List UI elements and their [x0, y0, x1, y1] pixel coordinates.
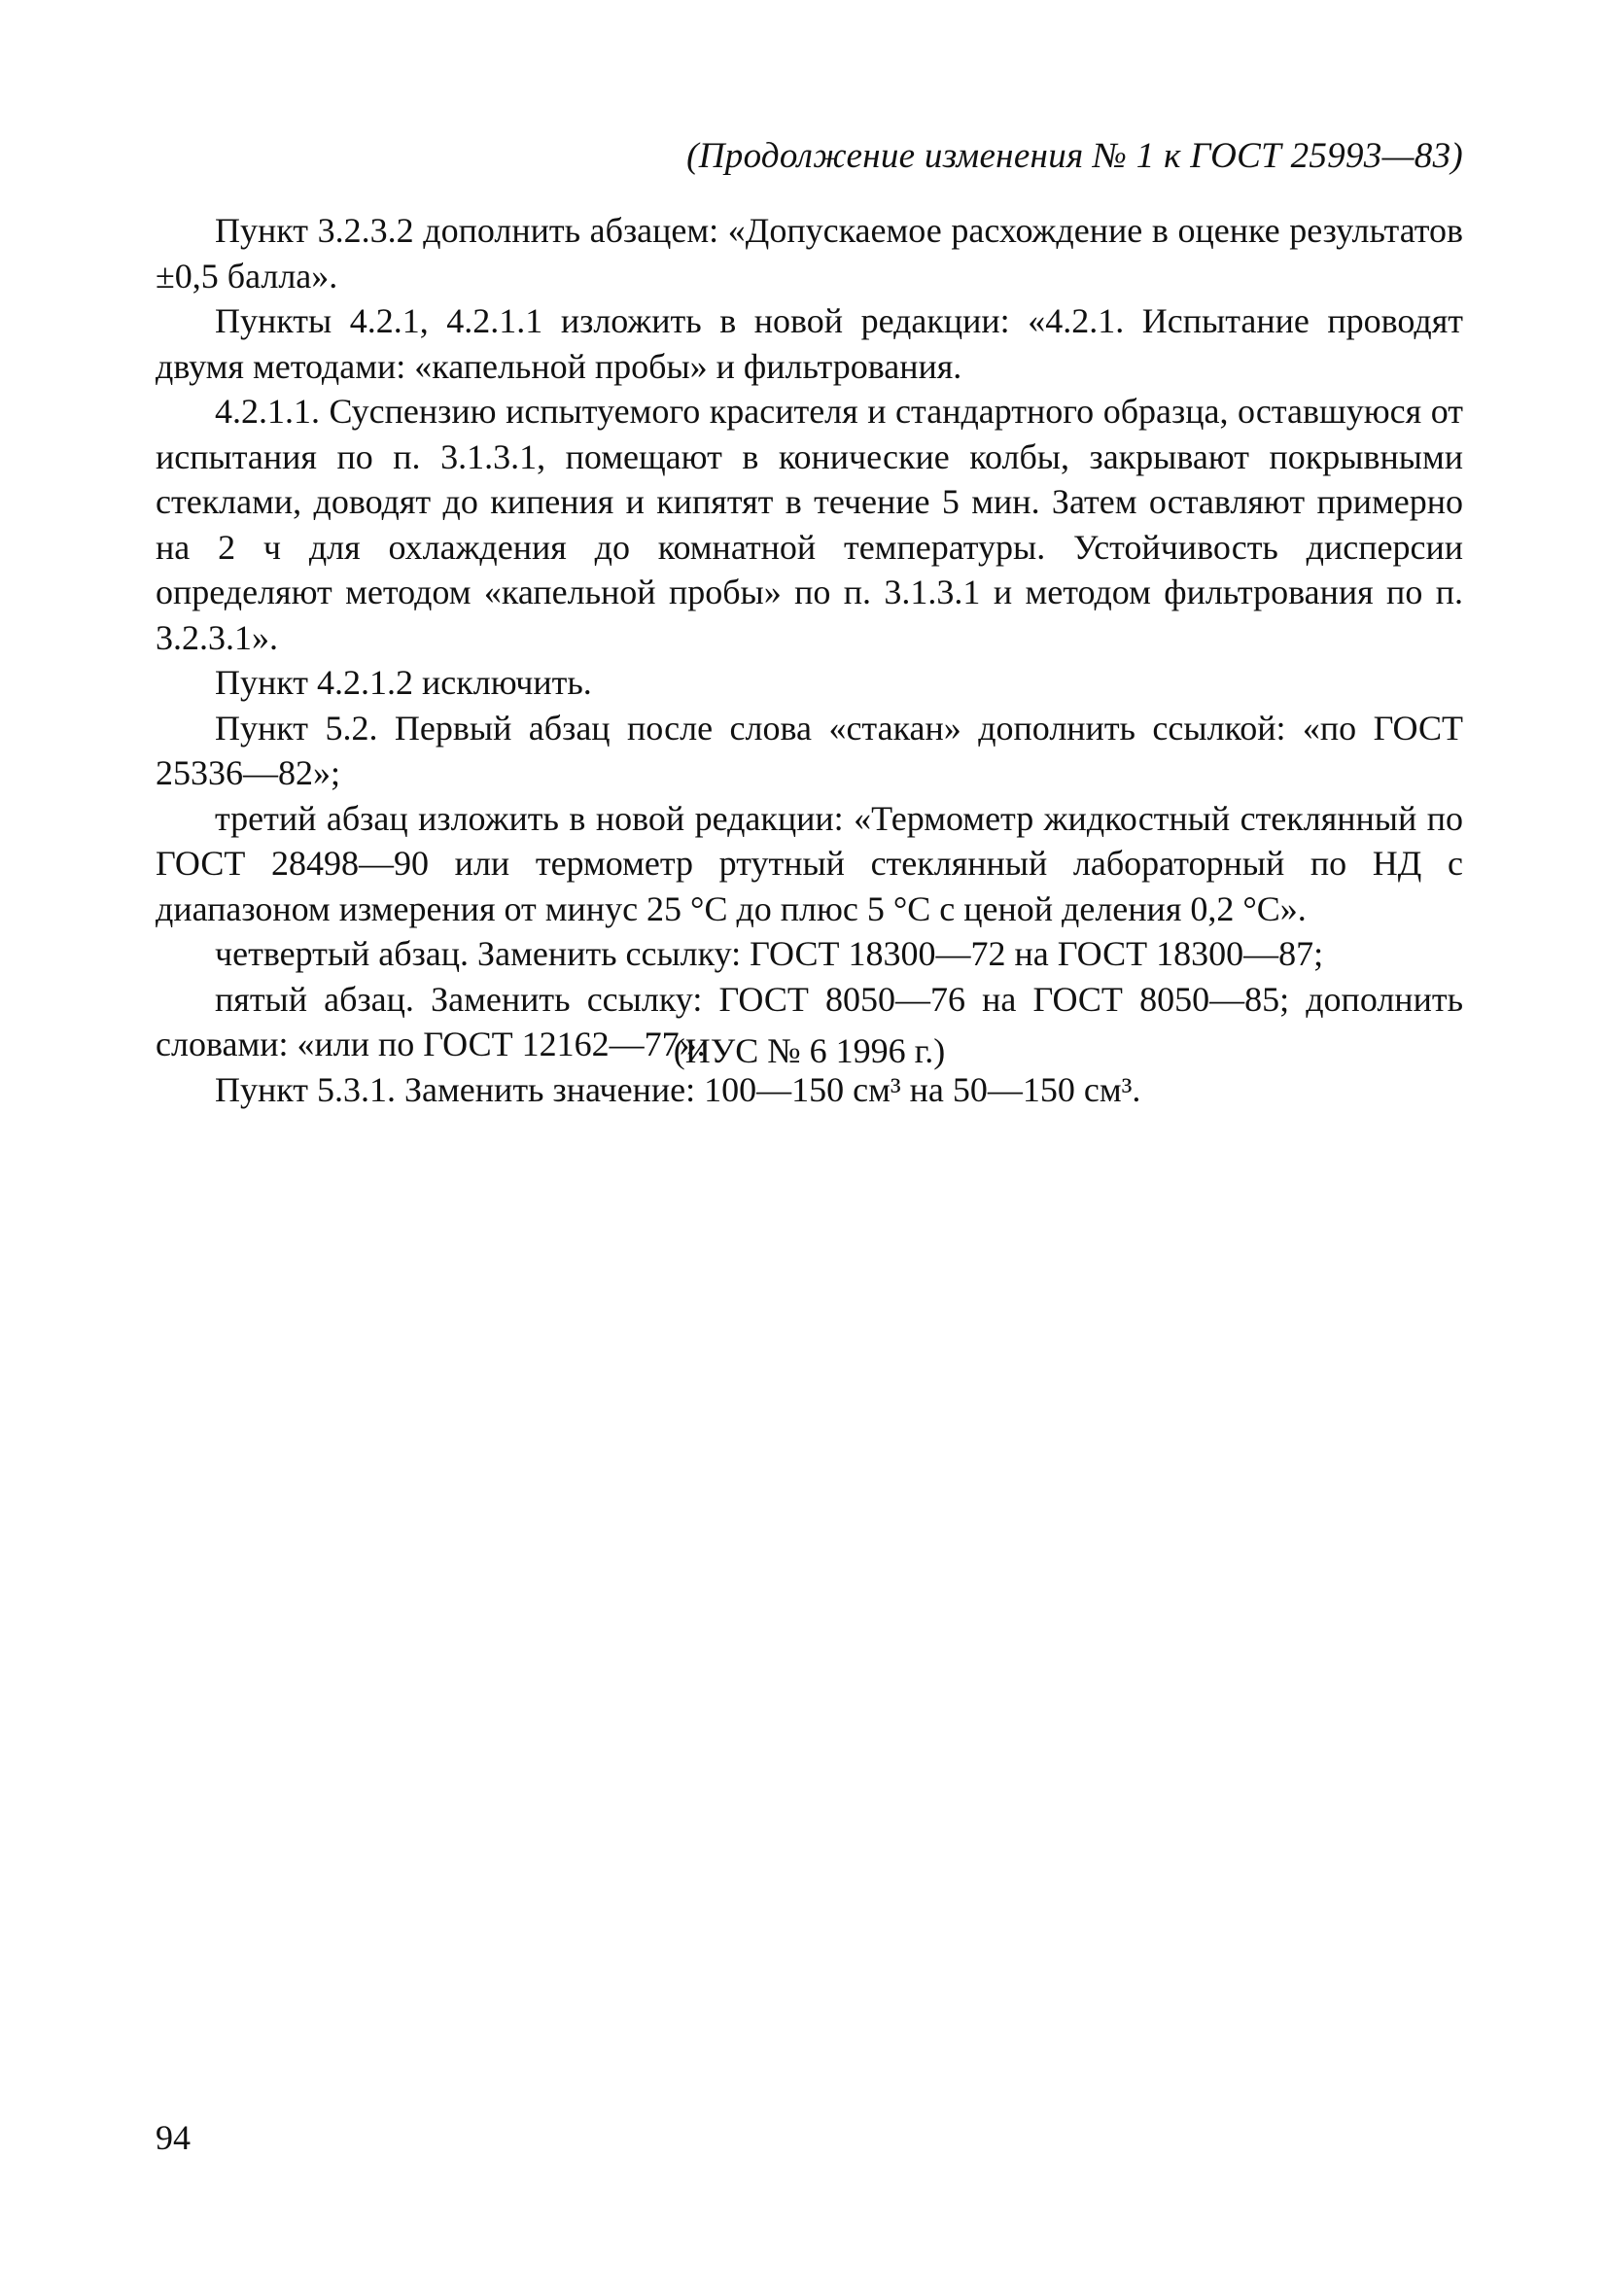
paragraph-5-2: Пункт 5.2. Первый абзац после слова «стакан» дополнить ссылкой: «по ГОСТ 25336—82»; — [156, 708, 1463, 792]
paragraph-3-2-3-2: Пункт 3.2.3.2 дополнить абзацем: «Допускаемое расхождение в оценке результатов ±0,5 балла». — [156, 211, 1463, 296]
paragraph-4-2-1: Пункты 4.2.1, 4.2.1.1 изложить в новой редакции: «4.2.1. Испытание проводят двумя методами: «капельной пробы» и фильтрования. — [156, 301, 1463, 386]
paragraph-5-3-1: Пункт 5.3.1. Заменить значение: 100—150 см³ на 50—150 см³. — [215, 1069, 1141, 1109]
source-reference: (ИУС № 6 1996 г.) — [673, 1031, 946, 1070]
paragraph-fourth-abzac: четвертый абзац. Заменить ссылку: ГОСТ 18300—72 на ГОСТ 18300—87; — [215, 934, 1324, 973]
page-number: 94 — [156, 2118, 191, 2157]
paragraph-fifth-abzac: пятый абзац. Заменить ссылку: ГОСТ 8050—76 на ГОСТ 8050—85; дополнить словами: «или по ГОСТ 12162—77». — [156, 979, 1463, 1063]
paragraph-4-2-1-2: Пункт 4.2.1.2 исключить. — [215, 663, 592, 702]
amendment-body — [156, 208, 1463, 1112]
continuation-header: (Продолжение изменения № 1 к ГОСТ 25993—83) — [686, 136, 1463, 176]
paragraph-third-abzac: третий абзац изложить в новой редакции: «Термометр жидкостный стеклянный по ГОСТ 28498—90 или термометр ртутный стеклянный лабораторный по НД с диапазоном измерения от минус 25 °С до плюс 5 °С с ценой деления 0,2 °С». — [156, 798, 1463, 928]
paragraph-4-2-1-1: 4.2.1.1. Суспензию испытуемого красителя и стандартного образца, оставшуюся от испытания по п. 3.1.3.1, помещают в конические колбы, закрывают покрывными стеклами, доводят до кипения и кипятят в течение 5 мин. Затем оставляют примерно на 2 ч для охлаждения до комнатной температуры. Устойчивость дисперсии определяют методом «капельной пробы» по п. 3.1.3.1 и методом фильтрования по п. 3.2.3.1». — [156, 392, 1463, 657]
